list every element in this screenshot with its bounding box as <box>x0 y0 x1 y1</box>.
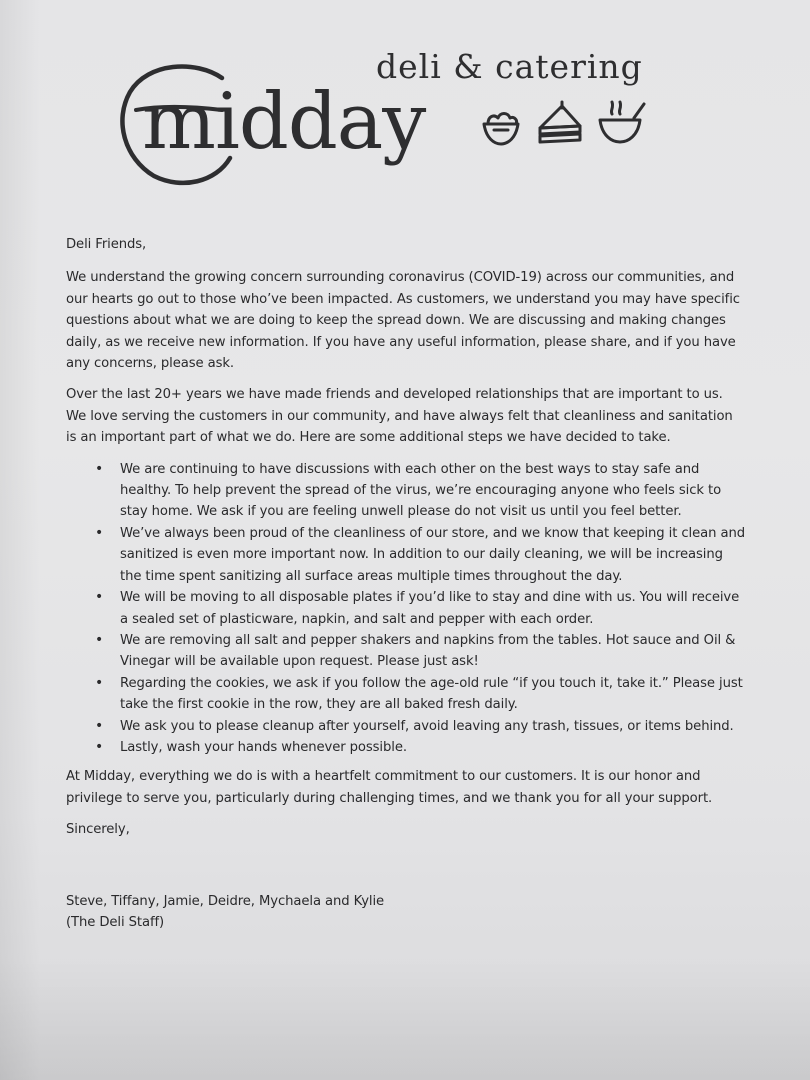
list-item-line: We’ve always been proud of the cleanliness of our store, and we know that keeping it clean and <box>120 525 745 541</box>
bullet-icon: • <box>95 631 104 648</box>
bullet-icon: • <box>95 460 104 477</box>
list-item-line: Vinegar will be available upon request. Please just ask! <box>120 654 479 670</box>
paper-shadow-bottom <box>0 960 810 1080</box>
paragraph-history-line: is an important part of what we do. Here are some additional steps we have decided to take. <box>66 430 671 446</box>
paragraph-closing-line: At Midday, everything we do is with a heartfelt commitment to our customers. It is our honor and <box>66 769 701 785</box>
signature-block <box>66 891 756 934</box>
list-item <box>66 716 756 737</box>
list-item <box>66 523 756 587</box>
paragraph-intro-line: questions about what we are doing to keep the spread down. We are discussing and making changes <box>66 313 726 329</box>
paragraph-closing <box>66 766 756 809</box>
paragraph-intro <box>66 267 756 374</box>
list-item-line: Lastly, wash your hands whenever possible. <box>120 739 407 755</box>
signature-names: Steve, Tiffany, Jamie, Deidre, Mychaela and Kylie <box>66 893 385 909</box>
midday-logo <box>118 40 678 200</box>
list-item-line: take the first cookie in the row, they are all baked fresh daily. <box>120 697 518 713</box>
list-item <box>66 737 756 758</box>
list-item-line: We will be moving to all disposable plates if you’d like to stay and dine with us. You will receive <box>120 590 740 606</box>
signature-team: (The Deli Staff) <box>66 914 165 930</box>
list-item-line: Regarding the cookies, we ask if you follow the age-old rule “if you touch it, take it.” Please just <box>120 675 743 691</box>
paragraph-history-line: Over the last 20+ years we have made friends and developed relationships that are important to us. <box>66 387 723 403</box>
list-item-line: We are removing all salt and pepper shakers and napkins from the tables. Hot sauce and Oil & <box>120 632 736 648</box>
bullet-icon: • <box>95 717 104 734</box>
bullet-icon: • <box>95 524 104 541</box>
list-item-line: stay home. We ask if you are feeling unwell please do not visit us until you feel better. <box>120 504 682 520</box>
list-item-line: healthy. To help prevent the spread of the virus, we’re encouraging anyone who feels sick to <box>120 483 722 499</box>
list-item <box>66 459 756 523</box>
sign-off: Sincerely, <box>66 822 130 838</box>
list-item-line: the time spent sanitizing all surface areas multiple times throughout the day. <box>120 568 623 584</box>
paragraph-intro-line: daily, as we receive new information. If you have any useful information, please share, and if you have <box>66 334 736 350</box>
paragraph-intro-line: any concerns, please ask. <box>66 356 234 372</box>
list-item <box>66 630 756 673</box>
list-item-line: a sealed set of plasticware, napkin, and salt and pepper with each order. <box>120 611 594 627</box>
list-item-line: We are continuing to have discussions with each other on the best ways to stay safe and <box>120 461 700 477</box>
letter-body <box>66 234 756 933</box>
paragraph-intro-line: our hearts go out to those who’ve been impacted. As customers, we understand you may have specific <box>66 291 740 307</box>
list-item-line: We ask you to please cleanup after yourself, avoid leaving any trash, tissues, or items behind. <box>120 718 734 734</box>
paper-shadow-left <box>0 0 40 1080</box>
bullet-icon: • <box>95 589 104 606</box>
paragraph-history <box>66 384 756 448</box>
paragraph-intro-line: We understand the growing concern surrounding coronavirus (COVID-19) across our communities, and <box>66 270 735 286</box>
bullet-icon: • <box>95 738 104 755</box>
paragraph-closing-line: privilege to serve you, particularly during challenging times, and we thank you for all your support. <box>66 790 713 806</box>
paragraph-history-line: We love serving the customers in our community, and have always felt that cleanliness and sanitation <box>66 408 733 424</box>
salad-bowl-icon <box>484 114 518 145</box>
list-item <box>66 673 756 716</box>
greeting: Deli Friends, <box>66 237 147 252</box>
logo-tagline: deli & catering <box>376 47 643 86</box>
soup-bowl-icon <box>600 102 644 142</box>
list-item <box>66 587 756 630</box>
logo-wordmark: midday <box>142 77 426 167</box>
midday-logo-graphic <box>118 40 678 200</box>
list-item-line: sanitized is even more important now. In addition to our daily cleaning, we will be increasing <box>120 547 723 563</box>
steps-list <box>66 459 756 759</box>
sandwich-icon <box>540 102 580 142</box>
bullet-icon: • <box>95 674 104 691</box>
